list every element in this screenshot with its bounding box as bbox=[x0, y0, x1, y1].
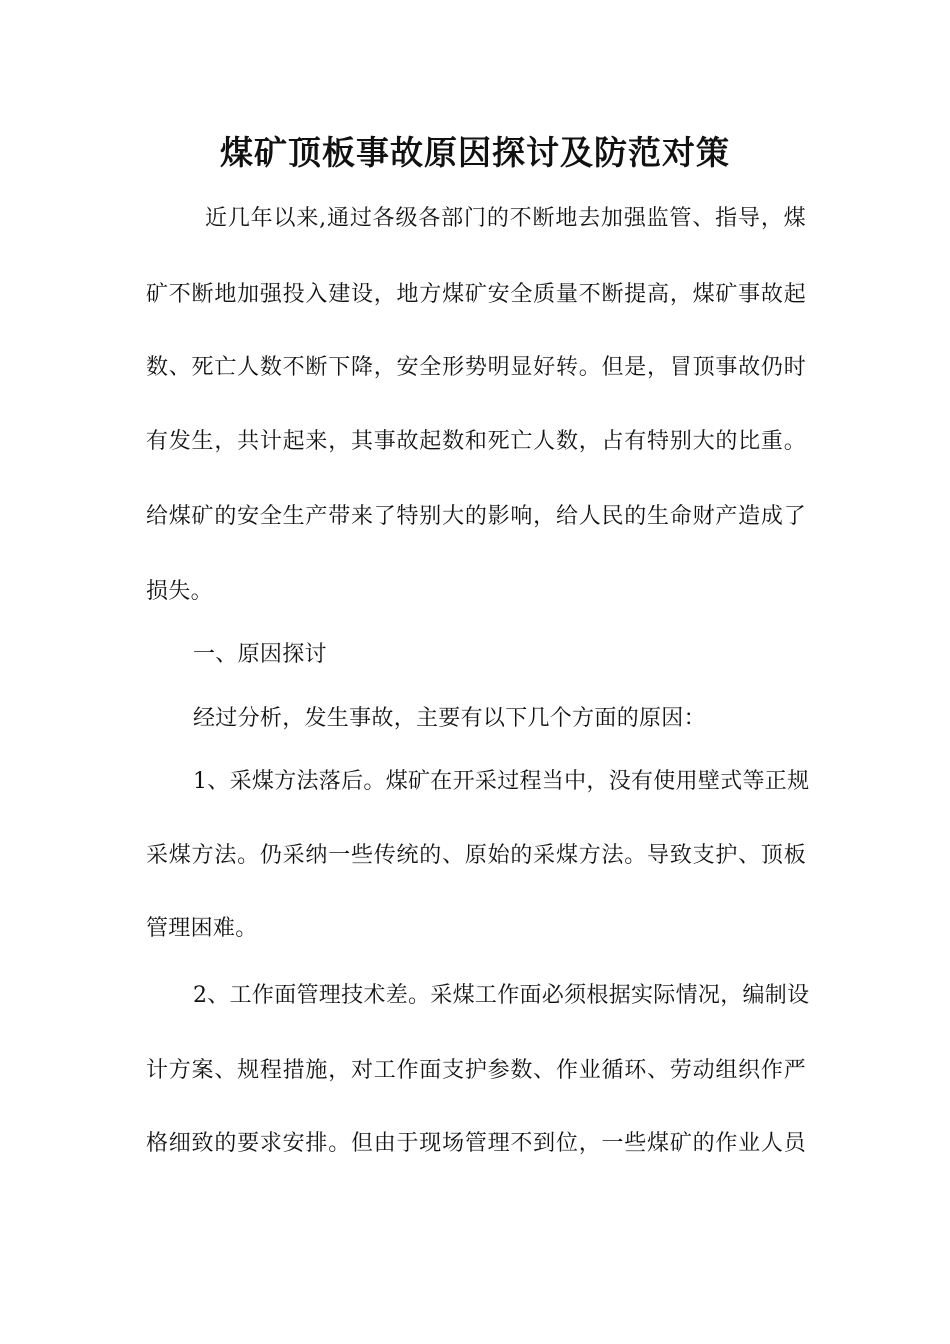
paragraph-line: 矿不断地加强投入建设，地方煤矿安全质量不断提高，煤矿事故起 bbox=[146, 282, 806, 307]
paragraph-line: 格细致的要求安排。但由于现场管理不到位，一些煤矿的作业人员 bbox=[146, 1131, 806, 1156]
paragraph-line: 计方案、规程措施，对工作面支护参数、作业循环、劳动组织作严 bbox=[146, 1058, 806, 1083]
paragraph-line: 近几年以来,通过各级各部门的不断地去加强监管、指导，煤 bbox=[205, 206, 806, 231]
paragraph-line: 有发生，共计起来，其事故起数和死亡人数，占有特别大的比重。 bbox=[146, 429, 806, 454]
document-title: 煤矿顶板事故原因探讨及防范对策 bbox=[220, 133, 730, 172]
paragraph-line: 给煤矿的安全生产带来了特别大的影响，给人民的生命财产造成了 bbox=[146, 504, 806, 529]
section-heading: 一、原因探讨 bbox=[193, 642, 327, 667]
paragraph-line: 数、死亡人数不断下降，安全形势明显好转。但是，冒顶事故仍时 bbox=[146, 355, 806, 380]
paragraph-line: 1、采煤方法落后。煤矿在开采过程当中，没有使用壁式等正规 bbox=[193, 769, 810, 794]
paragraph-line: 采煤方法。仍采纳一些传统的、原始的采煤方法。导致支护、顶板 bbox=[146, 843, 806, 868]
paragraph-line: 管理困难。 bbox=[146, 916, 258, 941]
paragraph-line: 损失。 bbox=[146, 579, 213, 604]
paragraph-line: 经过分析，发生事故，主要有以下几个方面的原因： bbox=[193, 706, 706, 731]
paragraph-line: 2、工作面管理技术差。采煤工作面必须根据实际情况，编制设 bbox=[193, 983, 810, 1008]
